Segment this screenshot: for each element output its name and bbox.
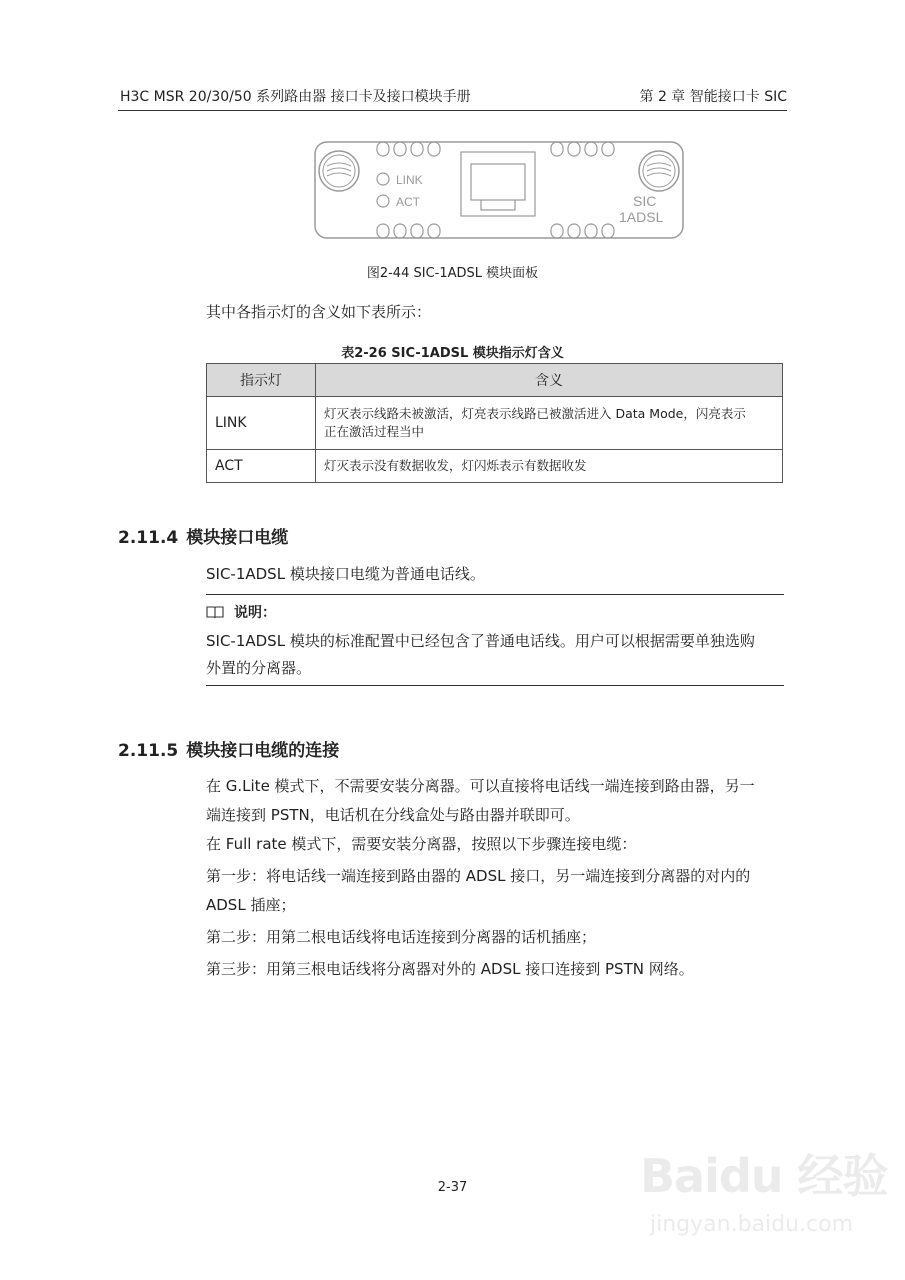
adsl-port-icon: [461, 152, 535, 216]
indicator-meaning-table: [206, 363, 783, 483]
glite-paragraph-line: 在 G.Lite 模式下，不需要安装分离器。可以直接将电话线一端连接到路由器，另一: [206, 777, 755, 795]
table-cell-meaning: 灯灭表示没有数据收发，灯闪烁表示有数据收发: [316, 450, 783, 483]
vent-holes-bottom: [377, 224, 614, 238]
meaning-line: 灯灭表示线路未被激活，灯亮表示线路已被激活进入 Data Mode，闪亮表示: [324, 406, 746, 421]
header-divider: [118, 110, 787, 111]
note-top-rule: [206, 594, 784, 595]
table-caption: 表2-26 SIC-1ADSL 模块指示灯含义: [341, 346, 564, 361]
table-cell-lamp: LINK: [207, 397, 316, 450]
step-1-line: 第一步：将电话线一端连接到路由器的 ADSL 接口，另一端连接到分离器的对内的: [206, 867, 751, 885]
link-led-label: LINK: [396, 173, 423, 187]
note-bottom-rule: [206, 685, 784, 686]
right-screw-icon: [639, 151, 679, 191]
book-icon: [206, 605, 224, 619]
cable-description: SIC-1ADSL 模块接口电缆为普通电话线。: [206, 565, 485, 583]
step-2: 第二步：用第二根电话线将电话连接到分离器的话机插座；: [206, 928, 597, 946]
section-number: 2.11.5: [118, 741, 179, 761]
watermark-url: jingyan.baidu.com: [650, 1212, 854, 1237]
note-line: 外置的分离器。: [206, 659, 312, 677]
sic-1adsl-panel-figure: [313, 140, 685, 240]
table-row: [207, 397, 783, 450]
link-led-icon: [377, 173, 389, 185]
section-number: 2.11.4: [118, 528, 179, 548]
table-header-lamp: 指示灯: [207, 364, 316, 397]
table-header-meaning: 含义: [316, 364, 783, 397]
page-header: [120, 86, 787, 108]
watermark-logo: Baidu 经验: [640, 1149, 888, 1203]
step-1-line: ADSL 插座；: [206, 896, 296, 914]
act-led-label: ACT: [396, 195, 420, 209]
section-heading-cable: [118, 523, 288, 548]
section-heading-connect: [118, 736, 339, 761]
model-label-bottom: 1ADSL: [619, 209, 664, 225]
act-led-icon: [377, 195, 389, 207]
section-title: 模块接口电缆: [186, 528, 289, 548]
note-line: SIC-1ADSL 模块的标准配置中已经包含了普通电话线。用户可以根据需要单独选购: [206, 632, 755, 650]
vent-holes-top: [377, 142, 614, 156]
page-number: 2-37: [437, 1180, 468, 1195]
table-row: [207, 450, 783, 483]
fullrate-paragraph: 在 Full rate 模式下，需要安装分离器，按照以下步骤连接电缆：: [206, 835, 637, 853]
baidu-jingyan-watermark: [640, 1140, 890, 1250]
section-title: 模块接口电缆的连接: [186, 741, 340, 761]
header-manual-title: H3C MSR 20/30/50 系列路由器 接口卡及接口模块手册: [120, 89, 471, 105]
table-intro: 其中各指示灯的含义如下表所示：: [206, 303, 432, 321]
model-label-top: SIC: [633, 193, 657, 209]
meaning-line: 正在激活过程当中: [324, 424, 425, 439]
figure-caption: 图2-44 SIC-1ADSL 模块面板: [366, 266, 539, 281]
table-header-row: [207, 364, 783, 397]
note-title: [206, 602, 276, 622]
glite-paragraph-line: 端连接到 PSTN，电话机在分线盒处与路由器并联即可。: [206, 806, 580, 824]
note-body: [206, 628, 784, 682]
table-cell-meaning: [316, 397, 783, 450]
table-cell-lamp: ACT: [207, 450, 316, 483]
left-screw-icon: [319, 151, 359, 191]
header-chapter-title: 第 2 章 智能接口卡 SIC: [639, 89, 787, 105]
step-3: 第三步：用第三根电话线将分离器对外的 ADSL 接口连接到 PSTN 网络。: [206, 960, 694, 978]
note-title-text: 说明：: [234, 605, 276, 621]
